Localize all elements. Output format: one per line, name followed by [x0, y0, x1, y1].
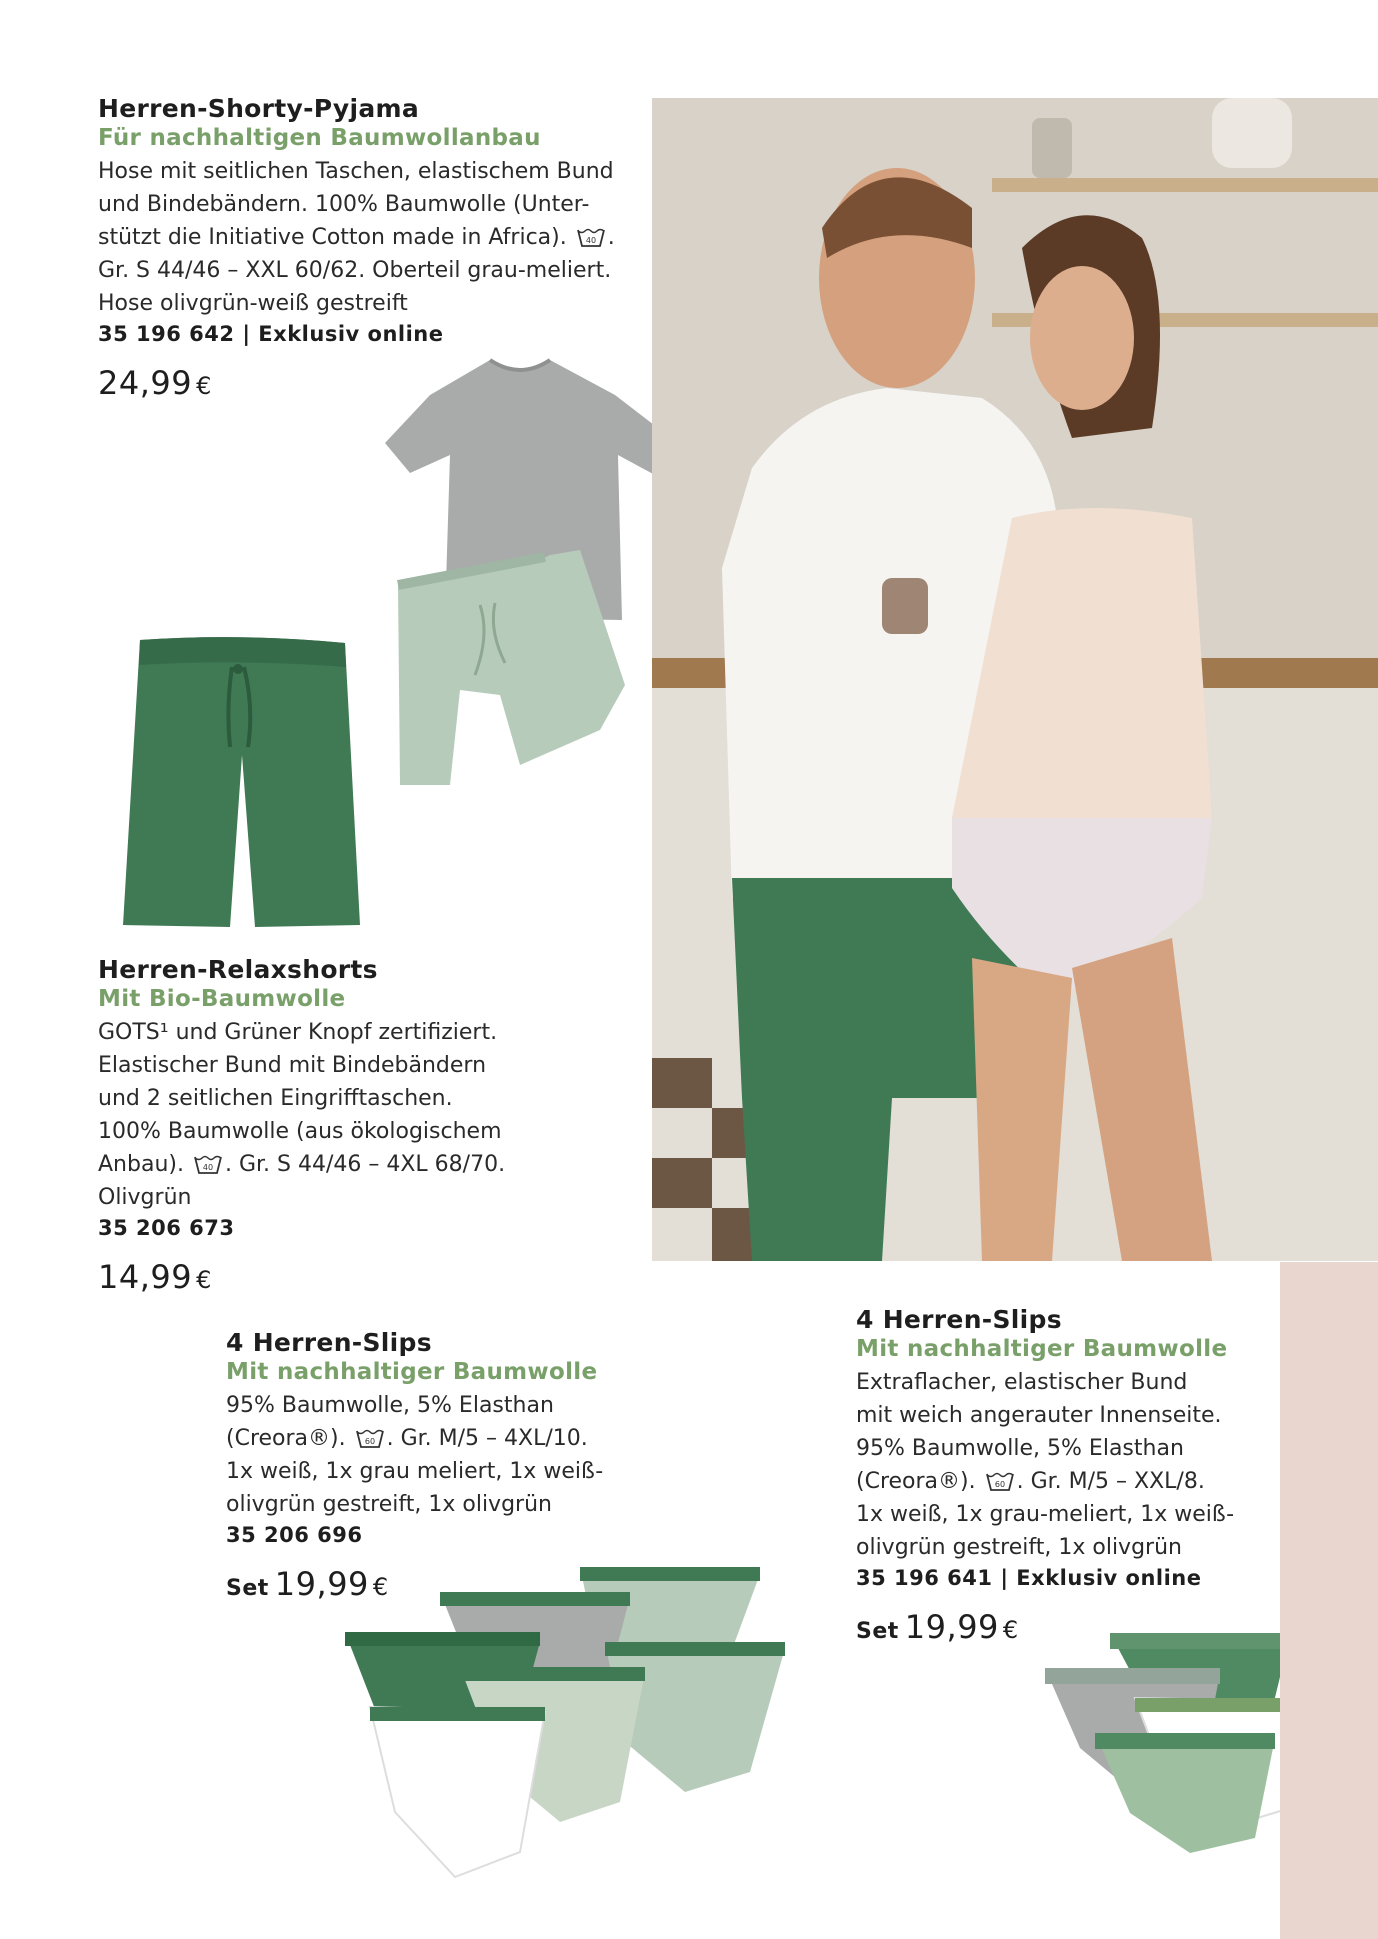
product-subtitle: Mit nachhaltiger Baumwolle: [856, 1336, 1228, 1362]
wash-40-icon: [193, 1154, 223, 1176]
product-relaxshorts: [98, 955, 638, 1296]
product-description: 95% Baumwolle, 5% Elasthan (Creora®). 60 . Gr. M/5 – 4XL/10. 1x weiß, 1x grau meliert, 1x weiß- olivgrün gestreift, 1x olivgrün: [226, 1393, 604, 1517]
product-description: Extraflacher, elastischer Bund mit weich angerauter Innenseite. 95% Baumwolle, 5% Elasthan (Creora®). 60 . Gr. M/5 – XXL/8. 1x weiß, 1x grau-meliert, 1x weiß- olivgrün gestreift, 1x olivgrün: [856, 1370, 1235, 1560]
decorative-sidebar: [1280, 1262, 1378, 1939]
article-number: 35 206 696: [226, 1523, 363, 1547]
product-subtitle: Mit Bio-Baumwolle: [98, 986, 346, 1012]
price: Set 19,99 €: [226, 1565, 389, 1603]
product-description: GOTS¹ und Grüner Knopf zertifiziert. Elastischer Bund mit Bindebändern und 2 seitlichen Eingrifftaschen. 100% Baumwolle (aus ökologischem Anbau). 40 . Gr. S 44/46 – 4XL 68/70. Olivgrün: [98, 1020, 506, 1210]
price: Set 19,99 €: [856, 1608, 1019, 1646]
product-title: Herren-Relaxshorts: [98, 955, 378, 984]
slips-set-a-illustration: [340, 1562, 790, 1892]
pyjama-illustration: [370, 355, 690, 810]
article-number: 35 206 673: [98, 1216, 235, 1240]
couple-in-kitchen-image: [652, 98, 1378, 1261]
wash-60-icon: [985, 1471, 1015, 1493]
product-subtitle: Für nachhaltigen Baumwollanbau: [98, 125, 541, 151]
product-description: Hose mit seitlichen Taschen, elastischem Bund und Bindebändern. 100% Baumwolle (Unter- stützt die Initiative Cotton made in Africa). 40 . Gr. S 44/46 – XXL 60/62. Oberteil grau-meliert. Hose olivgrün-weiß gestreift: [98, 159, 615, 316]
product-subtitle: Mit nachhaltiger Baumwolle: [226, 1359, 598, 1385]
price: 14,99 €: [98, 1258, 212, 1296]
svg-text:40: 40: [585, 236, 596, 245]
svg-text:60: 60: [364, 1437, 375, 1446]
wash-40-icon: [576, 227, 606, 249]
price: 24,99 €: [98, 364, 212, 402]
product-title: 4 Herren-Slips: [856, 1305, 1062, 1334]
product-title: Herren-Shorty-Pyjama: [98, 94, 420, 123]
wash-60-icon: [355, 1428, 385, 1450]
relaxshorts-illustration: [120, 635, 365, 930]
product-slips-b: [856, 1305, 1276, 1646]
article-number: 35 196 642 | Exklusiv online: [98, 322, 444, 346]
product-title: 4 Herren-Slips: [226, 1328, 432, 1357]
lifestyle-photo: [652, 98, 1378, 1261]
svg-text:60: 60: [994, 1480, 1005, 1489]
article-number: 35 196 641 | Exklusiv online: [856, 1566, 1202, 1590]
slips-set-b-illustration: [1040, 1628, 1320, 1853]
svg-text:40: 40: [202, 1163, 214, 1172]
